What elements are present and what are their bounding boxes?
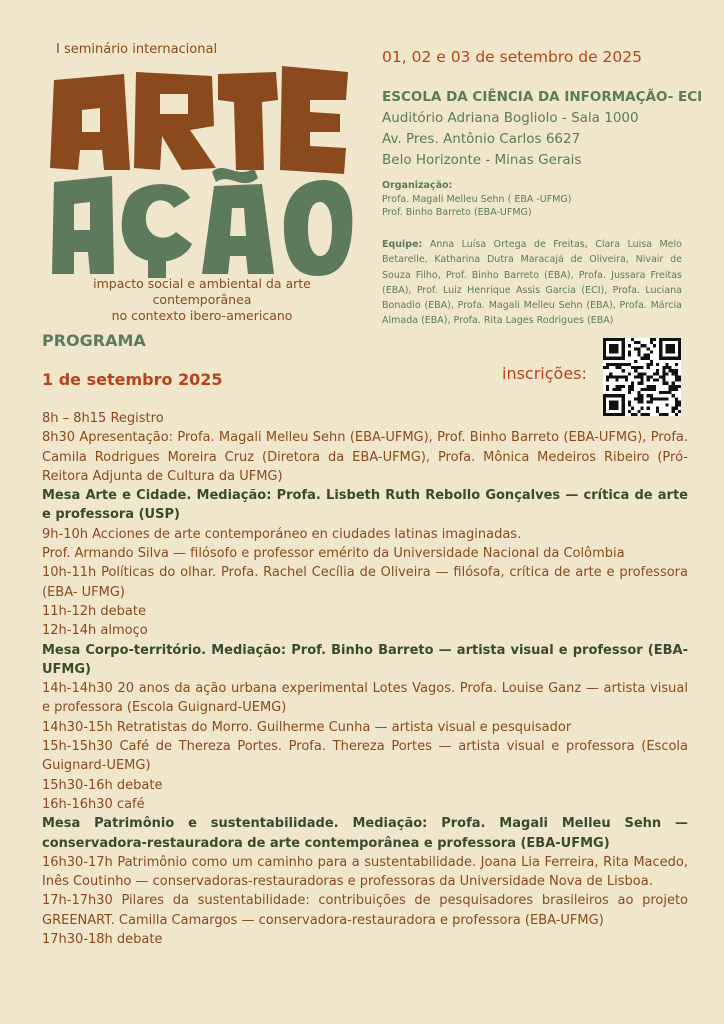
organizer-1: Profa. Magali Melleu Sehn ( EBA -UFMG): [382, 193, 572, 205]
logo-tilde: [212, 168, 258, 183]
schedule-item: 17h-17h30 Pilares da sustentabilidade: contribuições de pesquisadores brasileiros ao projeto GREENART. Camilla Camargos — conservadora-restauradora e professora (EBA-UFMG): [42, 893, 688, 928]
qr-code-icon[interactable]: [603, 338, 681, 416]
schedule-item: 8h30 Apresentação: Profa. Magali Melleu Sehn (EBA-UFMG), Prof. Binho Barreto (EBA-UFMG), Profa. Camila Rodrigues Moreira Cruz (Diretora da EBA-UFMG), Profa. Mônica Medeiros Ribeiro (Pró-Reitora Adjunta de Cultura da UFMG): [42, 430, 688, 484]
venue-city: Belo Horizonte - Minas Gerais: [382, 152, 582, 168]
organizer-2: Prof. Binho Barreto (EBA-UFMG): [382, 207, 532, 218]
tagline-line-2: no contexto ibero-americano: [111, 308, 293, 323]
logo-letter-a2: [52, 176, 114, 274]
logo-letter-a3: [202, 184, 274, 274]
schedule-item: Prof. Armando Silva — filósofo e professor emérito da Universidade Nacional da Colômbia: [42, 546, 625, 562]
organization-label: Organização:: [382, 180, 453, 191]
schedule-item: 17h30-18h debate: [42, 932, 163, 948]
venue-room: Auditório Adriana Bogliolo - Sala 1000: [382, 110, 639, 126]
day-heading: 1 de setembro 2025: [42, 370, 223, 389]
schedule-item: 16h30-17h Patrimônio como um caminho para a sustentabilidade. Joana Lia Ferreira, Rita Macedo, Inês Coutinho — conservadoras-restauradoras e professoras da Universidade Nova de Lisboa.: [42, 854, 688, 890]
team-label: Equipe:: [382, 239, 423, 250]
logo-letter-t: [218, 72, 278, 170]
schedule-item: 14h-14h30 20 anos da ação urbana experimental Lotes Vagos. Profa. Louise Ganz — artista visual e professora (Escola Guignard-UEMG): [42, 681, 688, 716]
session-heading: Mesa Corpo-território. Mediação: Prof. Binho Barreto — artista visual e professor (EBA-UFMG): [42, 642, 688, 677]
schedule-item: 16h-16h30 café: [42, 796, 145, 812]
schedule-list: [42, 409, 688, 949]
schedule-item: 14h30-15h Retratistas do Morro. Guilherme Cunha — artista visual e pesquisador: [42, 719, 572, 735]
venue-block: [382, 87, 702, 171]
program-heading: PROGRAMA: [42, 331, 146, 350]
tagline-line-1: impacto social e ambiental da arte contemporânea: [93, 276, 311, 307]
team-members: Anna Luísa Ortega de Freitas, Clara Luisa Melo Betarelle, Katharina Dutra Maracajá de Oliveira, Nivair de Souza Filho, Prof. Binho Barreto (EBA), Profa. Jussara Freitas (EBA), Prof. Luiz Henrique Assis Garcia (ECI), Profa. Luciana Bonadio (EBA), Profa. Magali Melleu Sehn (EBA), Profa. Márcia Almada (EBA), Profa. Rita Lages Rodrigues (EBA): [382, 239, 682, 327]
logo-letter-r: [134, 72, 216, 170]
registration-label: inscrições:: [502, 364, 587, 383]
logo-tagline: [42, 276, 362, 324]
team-block: [382, 237, 682, 329]
schedule-item: 9h-10h Acciones de arte contemporáneo en ciudades latinas imaginadas.: [42, 526, 522, 542]
logo-letter-e: [280, 66, 348, 174]
schedule-item: 8h – 8h15 Registro: [42, 411, 164, 426]
event-logo: [42, 40, 362, 310]
schedule-item: 12h-14h almoço: [42, 623, 148, 639]
session-heading: Mesa Patrimônio e sustentabilidade. Mediação: Profa. Magali Melleu Sehn — conservadora-restauradora de arte contemporânea e professora (EBA-UFMG): [42, 816, 688, 851]
organization-block: [382, 179, 682, 220]
schedule-item: 15h-15h30 Café de Thereza Portes. Profa. Thereza Portes — artista visual e professora (Escola Guignard-UEMG): [42, 739, 688, 774]
venue-address: Av. Pres. Antônio Carlos 6627: [382, 131, 581, 147]
session-heading: Mesa Arte e Cidade. Mediação: Profa. Lisbeth Ruth Rebollo Gonçalves — crítica de arte e professora (USP): [42, 488, 688, 523]
venue-name: ESCOLA DA CIÊNCIA DA INFORMAÇÃO- ECI: [382, 89, 703, 105]
schedule-item: 10h-11h Políticas do olhar. Profa. Rachel Cecília de Oliveira — filósofa, crítica de arte e professora (EBA- UFMG): [42, 565, 688, 600]
logo-letter-a: [50, 74, 130, 170]
schedule-item: 11h-12h debate: [42, 603, 146, 619]
event-date: 01, 02 e 03 de setembro de 2025: [382, 48, 642, 66]
logo-letter-o: [284, 180, 352, 276]
logo-top-text: I seminário internacional: [56, 42, 218, 57]
schedule-item: 15h30-16h debate: [42, 777, 163, 793]
arte-acao-logo-graphic: [42, 52, 362, 282]
logo-letter-c: [122, 184, 192, 278]
